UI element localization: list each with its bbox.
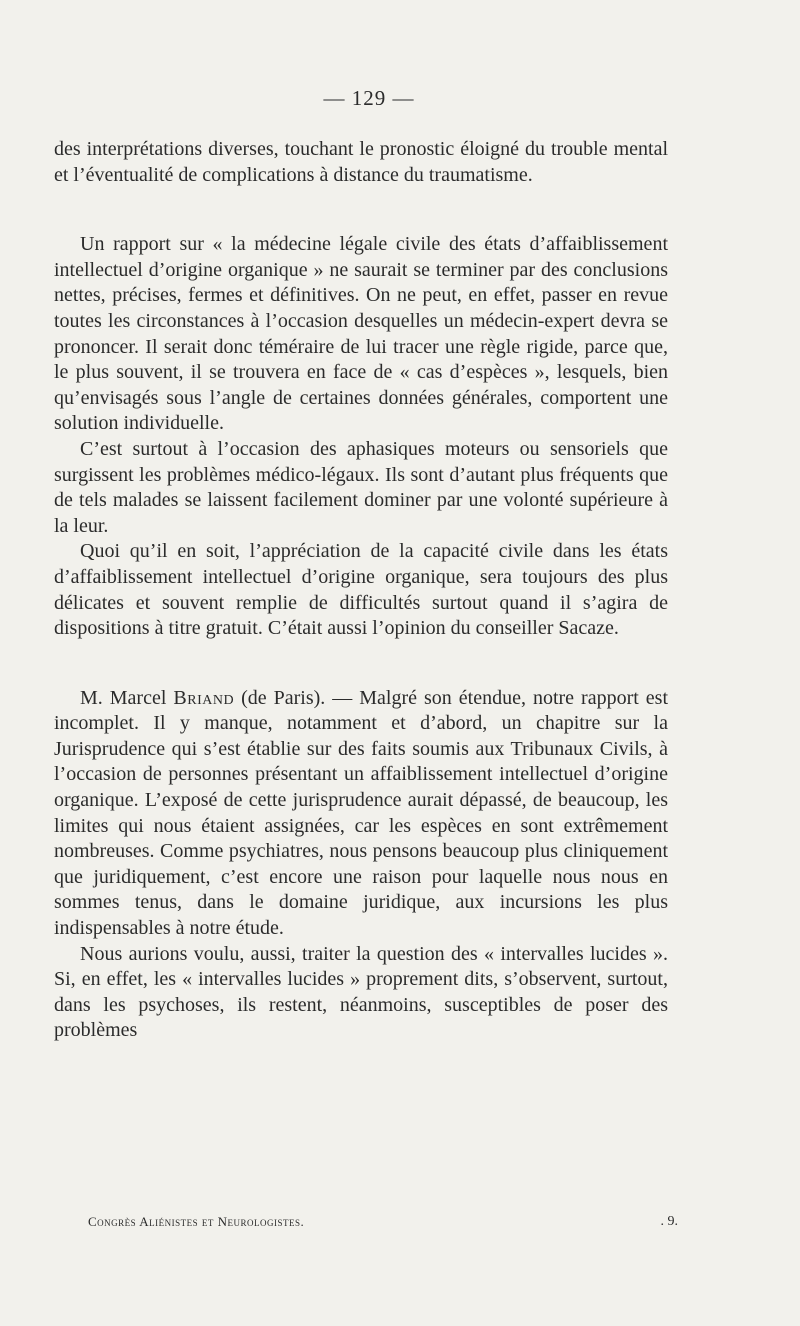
page-number: — 129 — bbox=[323, 86, 415, 110]
footer-signature-mark: . 9. bbox=[660, 1214, 678, 1229]
page-body bbox=[54, 86, 668, 1044]
speaker-prefix: M. Marcel bbox=[80, 686, 174, 709]
paragraph-1: des interprétations diverses, touchant le pronostic éloigné du trouble mental et l’éventualité de complications à distance du traumatisme. bbox=[54, 138, 668, 186]
section-gap bbox=[54, 188, 668, 232]
speaker-name: Briand bbox=[173, 686, 235, 709]
page-footer bbox=[88, 1214, 678, 1230]
footer-journal-title: Congrès Aliénistes et Neurologistes. bbox=[88, 1214, 305, 1229]
paragraph-4: Quoi qu’il en soit, l’appréciation de la capacité civile dans les états d’affaiblissement intellectuel d’origine organique, sera toujours des plus délicates et souvent remplie de difficultés surtout quand il s’agira de dispositions à titre gratuit. C’était aussi l’opinion du conseiller Sacaze. bbox=[54, 540, 668, 640]
section-gap bbox=[54, 642, 668, 686]
paragraph-6: Nous aurions voulu, aussi, traiter la question des « intervalles lucides ». Si, en effet, les « intervalles lucides » proprement dits, s’observent, surtout, dans les psychoses, ils restent, néanmoins, susceptibles de poser des problèmes bbox=[54, 942, 668, 1042]
paragraph-3: C’est surtout à l’occasion des aphasiques moteurs ou sensoriels que surgissent les problèmes médico-légaux. Ils sont d’autant plus fréquents que de tels malades se laissent facilement dominer par une volonté supérieure à la leur. bbox=[54, 437, 668, 537]
paragraph-2: Un rapport sur « la médecine légale civile des états d’affaiblissement intellectuel d’origine organique » ne saurait se terminer par des conclusions nettes, précises, fermes et définitives. On ne peut, en effet, passer en revue toutes les circonstances à l’occasion desquelles un médecin-expert devra se prononcer. Il serait donc téméraire de lui tracer une règle rigide, parce que, le plus souvent, il se trouvera en face de « cas d’espèces », lesquels, bien qu’envisagés sous l’angle de certaines données générales, comportent une solution individuelle. bbox=[54, 233, 668, 435]
speaker-suffix: (de Paris). — bbox=[234, 686, 360, 709]
paragraph-5-text: Malgré son étendue, notre rapport est incomplet. Il y manque, notamment et d’abord, un chapitre sur la Jurisprudence qui s’est établie sur des faits soumis aux Tribunaux Civils, à l’occasion de personnes présentant un affaiblissement intellectuel d’origine organique. L’exposé de cette jurisprudence aurait dépassé, de beaucoup, les limites qui nous étaient assignées, car les espèces en sont extrêmement nombreuses. Comme psychiatres, nous pensons beaucoup plus cliniquement que juridiquement, c’est encore une raison pour laquelle nous nous en sommes tenus, dans le domaine juridique, aux incursions les plus indispensables à notre étude. bbox=[54, 686, 668, 940]
paragraph-5 bbox=[54, 686, 668, 942]
